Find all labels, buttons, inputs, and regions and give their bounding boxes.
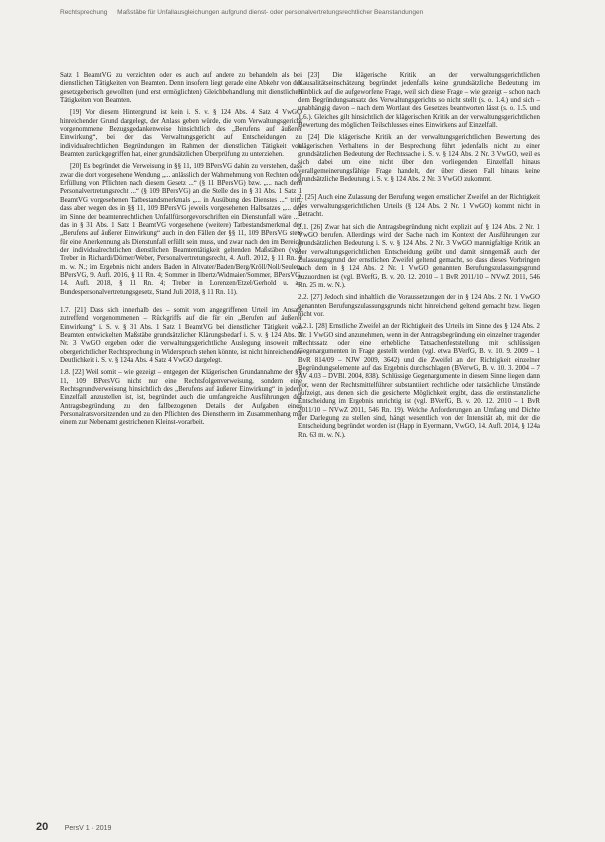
paragraph: 2.1. [26] Zwar hat sich die Antragsbegründung nicht explizit auf § 124 Abs. 2 Nr. 1 VwGO berufen. Allerdings wird der Sache nach im Kontext der Ausführungen zur grundsätzlichen Bedeutung i. S. v. § 124 Abs. 2 Nr. 3 VwGO mannigfaltige Kritik an der verwaltungsgerichtlichen Entscheidung geübt und damit sinngemäß auch der Zulassungsgrund der ernstlichen Zweifel geltend gemacht, so dass dieses Vorbringen auch dem in § 124 Abs. 2 Nr. 1 VwGO genannten Berufungszulassungsgrund zuzuordnen ist (vgl. BVerfG, B. v. 20. 12. 2010 – 1 BvR 2011/10 – NVwZ 2011, 546 Rn. 25 m. w. N.). (298, 223, 540, 289)
page-footer (36, 817, 111, 835)
paragraph: 1.7. [21] Dass sich innerhalb des – somit vom angegriffenen Urteil im Ansatz zutreffend vorgenommenen – Rückgriffs auf die für ein „Berufen auf äußerer Einwirkung“ i. S. v. § 31 Abs. 1 Satz 1 BeamtVG bei dienstlicher Tätigkeit von Beamten entwickelten Maßstäbe grundsätzlicher Klärungsbedarf i. S. v. § 124 Abs. 2 Nr. 3 VwGO ergeben oder die verwaltungsgerichtliche Auslegung insoweit mit obergerichtlicher Rechtsprechung in Widerspruch stehen könnte, ist nicht hinreichender Deutlichkeit i. S. v. § 124a Abs. 4 Satz 4 VwGO dargelegt. (60, 306, 302, 364)
paragraph: [19] Vor diesem Hintergrund ist kein i. S. v. § 124 Abs. 4 Satz 4 VwGO hinreichender Grund dargelegt, der Anlass geben würde, die vom Verwaltungsgericht vorgenommene Bezugsgedankenweise hinsichtlich des „Berufens auf äußerer Einwirkung“, bei der das Verwaltungsgericht auf Entscheidungen zu individualrechtlichen Begründungen im Rahmen der dienstlichen Tätigkeit von Beamten zurückgegriffen hat, einer grundsätzlichen Überprüfung zu unterziehen. (60, 109, 302, 159)
paragraph: 2. [25] Auch eine Zulassung der Berufung wegen ernstlicher Zweifel an der Richtigkeit des verwaltungsgerichtlichen Urteils (§ 124 Abs. 2 Nr. 1 VwGO) kommt nicht in Betracht. (298, 194, 540, 219)
journal-citation: PersV 1 · 2019 (64, 825, 112, 832)
paragraph: 2.2. [27] Jedoch sind inhaltlich die Voraussetzungen der in § 124 Abs. 2 Nr. 1 VwGO genannten Berufungszulassungsgrunds nicht hinreichend geltend gemacht bzw. liegen nicht vor. (298, 294, 540, 318)
right-column (298, 72, 540, 444)
paragraph: Satz 1 BeamtVG zu verzichten oder es auch auf andere zu behandeln als bei dienstlichen Tätigkeiten von Beamten. Denn insofern liegt gerade eine Abkehr von der gesetzgeberisch gewollten (und erst ermöglichten) Gleichbehandlung mit dienstlichen Tätigkeiten von Beamten. (60, 72, 302, 105)
left-column (60, 72, 302, 432)
page-number: 20 (36, 821, 49, 833)
paragraph: 2.2.1. [28] Ernstliche Zweifel an der Richtigkeit des Urteils im Sinne des § 124 Abs. 2 Nr. 1 VwGO sind anzunehmen, wenn in der Antragsbegründung ein einzelner tragender Rechtssatz oder eine erhebliche Tatsachenfeststellung mit schlüssigen Gegenargumenten in Frage gestellt werden (vgl. etwa BVerfG, B. v. 10. 9. 2009 – 1 BvR 814/09 – NJW 2009, 3642) und die Zweifel an der Richtigkeit einzelner Begründungselemente auf das Ergebnis durchschlagen (BVerwG, B. v. 10. 3. 2004 – 7 AV 4.03 – DVBl. 2004, 838). Schlüssige Gegenargumente in diesem Sinne liegen dann vor, wenn der Rechtsmittelführer substantiiert rechtliche oder tatsächliche Umstände aufzeigt, aus denen sich die gesicherte Möglichkeit ergibt, dass die erstinstanzliche Entscheidung im Ergebnis unrichtig ist (vgl. BVerfG, B. v. 20. 12. 2010 – 1 BvR 2011/10 – NVwZ 2011, 546 Rn. 19). Welche Anforderungen an Umfang und Dichte der Darlegung zu stellen sind, hängt wesentlich von der Intensität ab, mit der die Entscheidung begründet worden ist (Happ in Eyermann, VwGO, 14. Aufl. 2014, § 124a Rn. 63 m. w. N.). (298, 323, 540, 439)
paragraph: [24] Die klägerische Kritik an der verwaltungsgerichtlichen Bewertung des klägerischen Verhaltens in der Besprechung führt jedenfalls nicht zu einer grundsätzlichen Bedeutung der Rechtssache i. S. v. § 124 Abs. 2 Nr. 3 VwGO, weil es sich dabei um eine nicht über den vorliegenden Einzelfall hinaus verallgemeinerungsfähige Frage handelt, der über diesen Fall hinaus keine grundsätzliche Bedeutung i. S. v. § 124 Abs. 2 Nr. 3 VwGO zukommt. (298, 134, 540, 184)
paragraph: [23] Die klägerische Kritik an der verwaltungsgerichtlichen Kausalitätseinschätzung begründet jedenfalls keine grundsätzliche Bedeutung im Hinblick auf die aufgeworfene Frage, weil sich diese Frage – wie gezeigt – schon nach dem Begründungsansatz des Verwaltungsgerichts so nicht stellt (s. o. 1.4.) und sich – unabhängig davon – nach dem Wortlaut des Gesetzes beantworten lässt (s. o. 1.5. und 1.6.). Gleiches gilt hinsichtlich der klägerischen Kritik an der verwaltungsgerichtlichen Bewertung des möglichen Teilschlusses eines Einwirkens auf Einzelfall. (298, 72, 540, 130)
header-section: Rechtsprechung (60, 9, 108, 16)
header-title: Maßstäbe für Unfallausgleichungen aufgrund dienst- oder personalvertretungsrechtlicher Beanstandungen (117, 9, 424, 16)
paragraph: [20] Es begründet die Verweisung in §§ 11, 109 BPersVG dahin zu verstehen, dass zwar die dort vorgesehene Wendung „... anlässlich der Wahrnehmung von Rechten oder Erfüllung von Pflichten nach diesem Gesetz ...“ (§ 11 BPersVG) bzw. „... nach dem Personalvertretungsrecht ...“ (§ 109 BPersVG) an die Stelle des in § 31 Abs. 1 Satz 1 BeamtVG vorgesehenen Tatbestandsmerkmals „... in Ausübung des Dienstes ...“ tritt, dass aber wegen des in §§ 11, 109 BPersVG jeweils vorgesehenen Halbsatzes „... der im Sinne der beamtenrechtlichen Unfallfürsorgevorschriften ein Dienstunfall wäre ...“ das in § 31 Abs. 1 Satz 1 BeamtVG vorgesehene (weitere) Tatbestandsmerkmal der „Berufens auf äußerer Einwirkung“ auch in den Fällen der §§ 11, 109 BPersVG stets für eine Anerkennung als Dienstunfall erfüllt sein muss, und zwar nach den im Bereich der individualrechtlichen dienstlichen Beamtentätigkeit geltenden Maßstäben (vgl. Treber in Richardi/Dörner/Weber, Personalvertretungsrecht, 4. Aufl. 2012, § 11 Rn. 8 m. w. N.; im Ergebnis nicht anders Baden in Altvater/Baden/Berg/Kröll/Noll/Seulen, BPersVG, 9. Aufl. 2016, § 11 Rn. 4; Sommer in Ilbertz/Widmaier/Sommer, BPersVG, 14. Aufl. 2018, § 11 Rn. 4; Treber in Lorenzen/Etzel/Gerhold u. a., Bundespersonalvertretungsgesetz, Stand Juli 2018, § 11 Rn. 11). (60, 163, 302, 296)
running-header (60, 9, 560, 16)
paragraph: 1.8. [22] Weil somit – wie gezeigt – entgegen der Klägerischen Grundannahme der §§ 11, 109 BPersVG nicht nur eine Rechtsfolgenverweisung, sondern eine Rechtsgrundverweisung hinsichtlich des „Berufens auf äußerer Einwirkung“ in jedem Einzelfall anzustellen ist, ist, begründet auch die umfangreiche Ausführungen der Antragsbegründung zu den fallbezogenen Details der Aufgaben eines Personalratsvorsitzenden und zu den Pflichten des Dienstherrn im Zusammenhang mit einem zur Nebenamt gestrichenen Kleinst-vorarbeit. (60, 369, 302, 427)
